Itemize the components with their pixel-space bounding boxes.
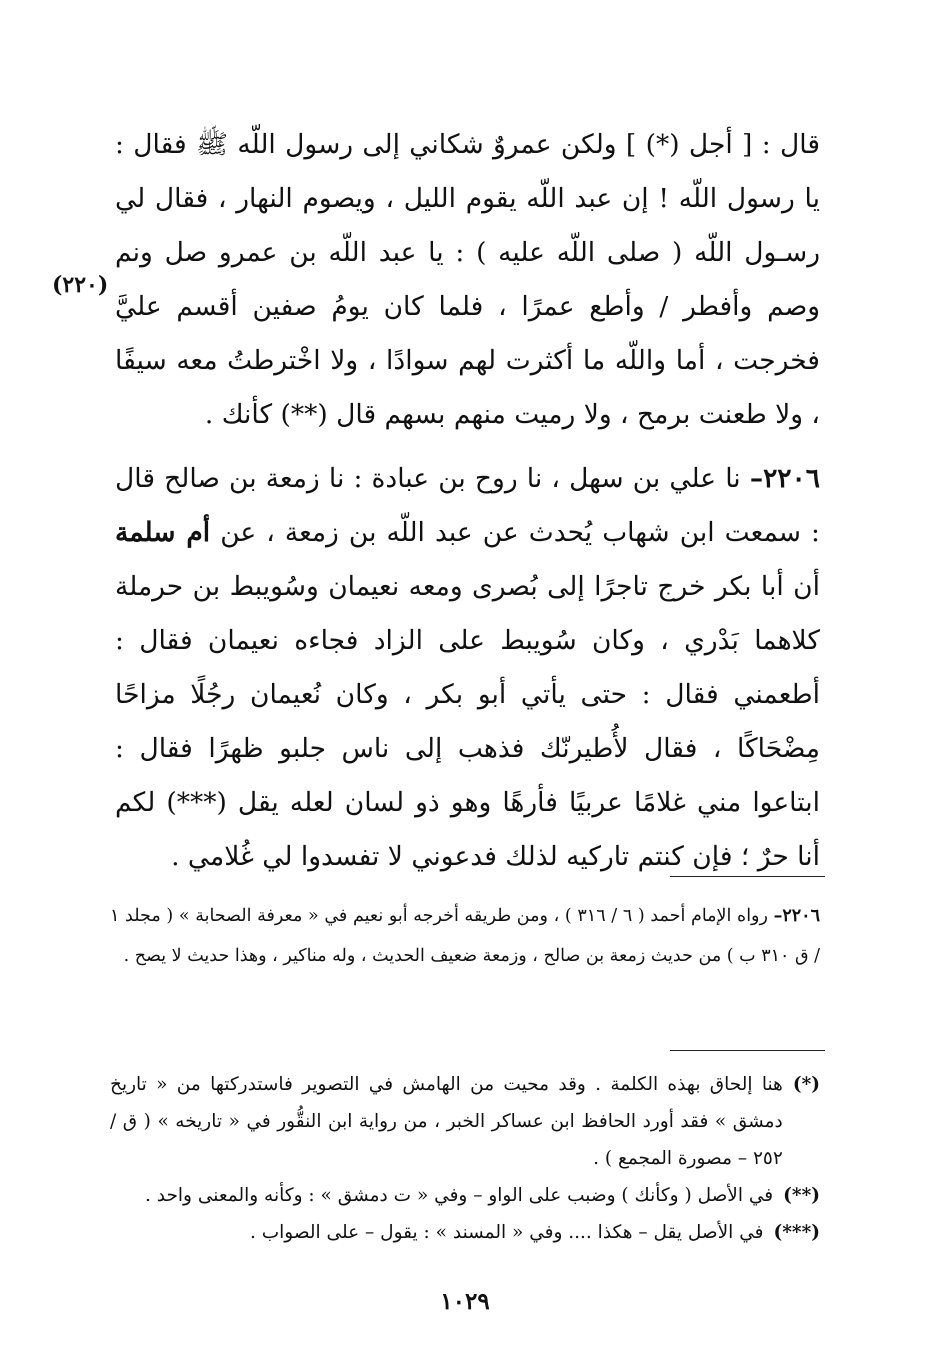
note-text: هنا إلحاق بهذه الكلمة . وقد محيت من الهامش في التصوير فاستدركتها من « تاريخ دمشق » فقد أورد الحافظ ابن عساكر الخبر ، من رواية ابن النقُّور في « تاريخه » ( ق / ٢٥٢ – مصورة المجمع ) . bbox=[110, 1074, 783, 1169]
note-item bbox=[110, 1066, 820, 1177]
paragraph-1-line: برمح ، ولا رميت منهم بسهم قال (**) كأنك . bbox=[204, 399, 691, 430]
hadith-isnad: نا علي بن سهل ، نا روح بن عبادة : نا زمعة بن صالح bbox=[164, 463, 741, 494]
hadith-number: ٢٢٠٦– bbox=[749, 463, 820, 494]
hadith-text-rest: أن أبا بكر خرج تاجرًا إلى بُصرى ومعه نعيمان وسُويبط بن حرملة كلاهما بَدْري ، وكان سُويبط على الزاد فجاءه نعيمان فقال : أطعمني فقال : حتى يأتي أبو بكر ، وكان نُعيمان رجُلًا مزاحًا مِضْحَاكًا ، فقال لأُطيرنّك فذهب إلى ناس جلبو ظهرًا فقال : ابتاعوا مني غلامًا عربيًا فأرهًا وهو ذو لسان لعله يقل (***) لكم أنا حرٌ ؛ فإن كنتم تاركيه لذلك فدعوني لا تفسدوا لي غُلامي . bbox=[115, 571, 820, 872]
paragraph-1-line: رسـول اللّه ( صلى اللّه عليه ) : يا عبد اللّه بن عمرو صل ونم وصم bbox=[115, 237, 820, 322]
note-text: في الأصل ( وكأنك ) وضبب على الواو – وفي « ت دمشق » : وكأنه والمعنى واحد . bbox=[144, 1185, 774, 1206]
note-item bbox=[110, 1177, 820, 1214]
takhrij-footnote bbox=[110, 896, 820, 976]
margin-page-reference: (٢٢٠) bbox=[52, 272, 109, 298]
paragraph-1-line: وأفطر / وأطع عمرًا ، فلما كان يومُ صفين أقسم عليَّ فخرجت ، أما bbox=[115, 291, 820, 376]
note-marker: (***) bbox=[773, 1222, 820, 1243]
notes-divider bbox=[670, 1050, 825, 1051]
note-marker: (**) bbox=[783, 1185, 820, 1206]
main-text bbox=[115, 118, 820, 884]
paragraph-1-line: رسول اللّه ! إن عبد اللّه يقوم الليل ، ويصوم النهار ، فقال لي bbox=[115, 183, 795, 214]
footnote-number: ٢٢٠٦– bbox=[773, 906, 820, 926]
paragraph-1-line: قال : [ أجل (*) ] ولكن عمروٌ شكاني إلى رسول اللّه ﷺ فقال : يا bbox=[115, 129, 820, 214]
note-text: في الأصل يقل – هكذا .... وفي « المسند » : يقول – على الصواب . bbox=[249, 1222, 764, 1243]
paragraph-1-line: واللّه ما أكثرت لهم سوادًا ، ولا اخْترطتُ معه سيفًا ، ولا طعنت bbox=[115, 345, 820, 430]
paragraph-1 bbox=[115, 118, 820, 442]
note-marker: (*) bbox=[792, 1074, 820, 1095]
person-name: أم سلمة bbox=[115, 517, 211, 548]
footnote-text: رواه الإمام أحمد ( ٦ / ٣١٦ ) ، ومن طريقه أخرجه أبو نعيم في « معرفة الصحابة » ( مجلد ١ / ق ٣١٠ ب ) من حديث زمعة بن صالح ، وزمعة ضعيف الحديث ، وله مناكير ، وهذا حديث لا يصح . bbox=[110, 906, 820, 966]
paragraph-2 bbox=[115, 452, 820, 884]
editor-notes bbox=[110, 1066, 820, 1251]
page-number: ١٠٢٩ bbox=[440, 1288, 490, 1315]
hadith-text: قال : سمعت ابن شهاب يُحدث عن عبد اللّه بن زمعة ، عن bbox=[115, 463, 820, 548]
footnote-divider bbox=[670, 876, 825, 877]
note-item bbox=[110, 1214, 820, 1251]
